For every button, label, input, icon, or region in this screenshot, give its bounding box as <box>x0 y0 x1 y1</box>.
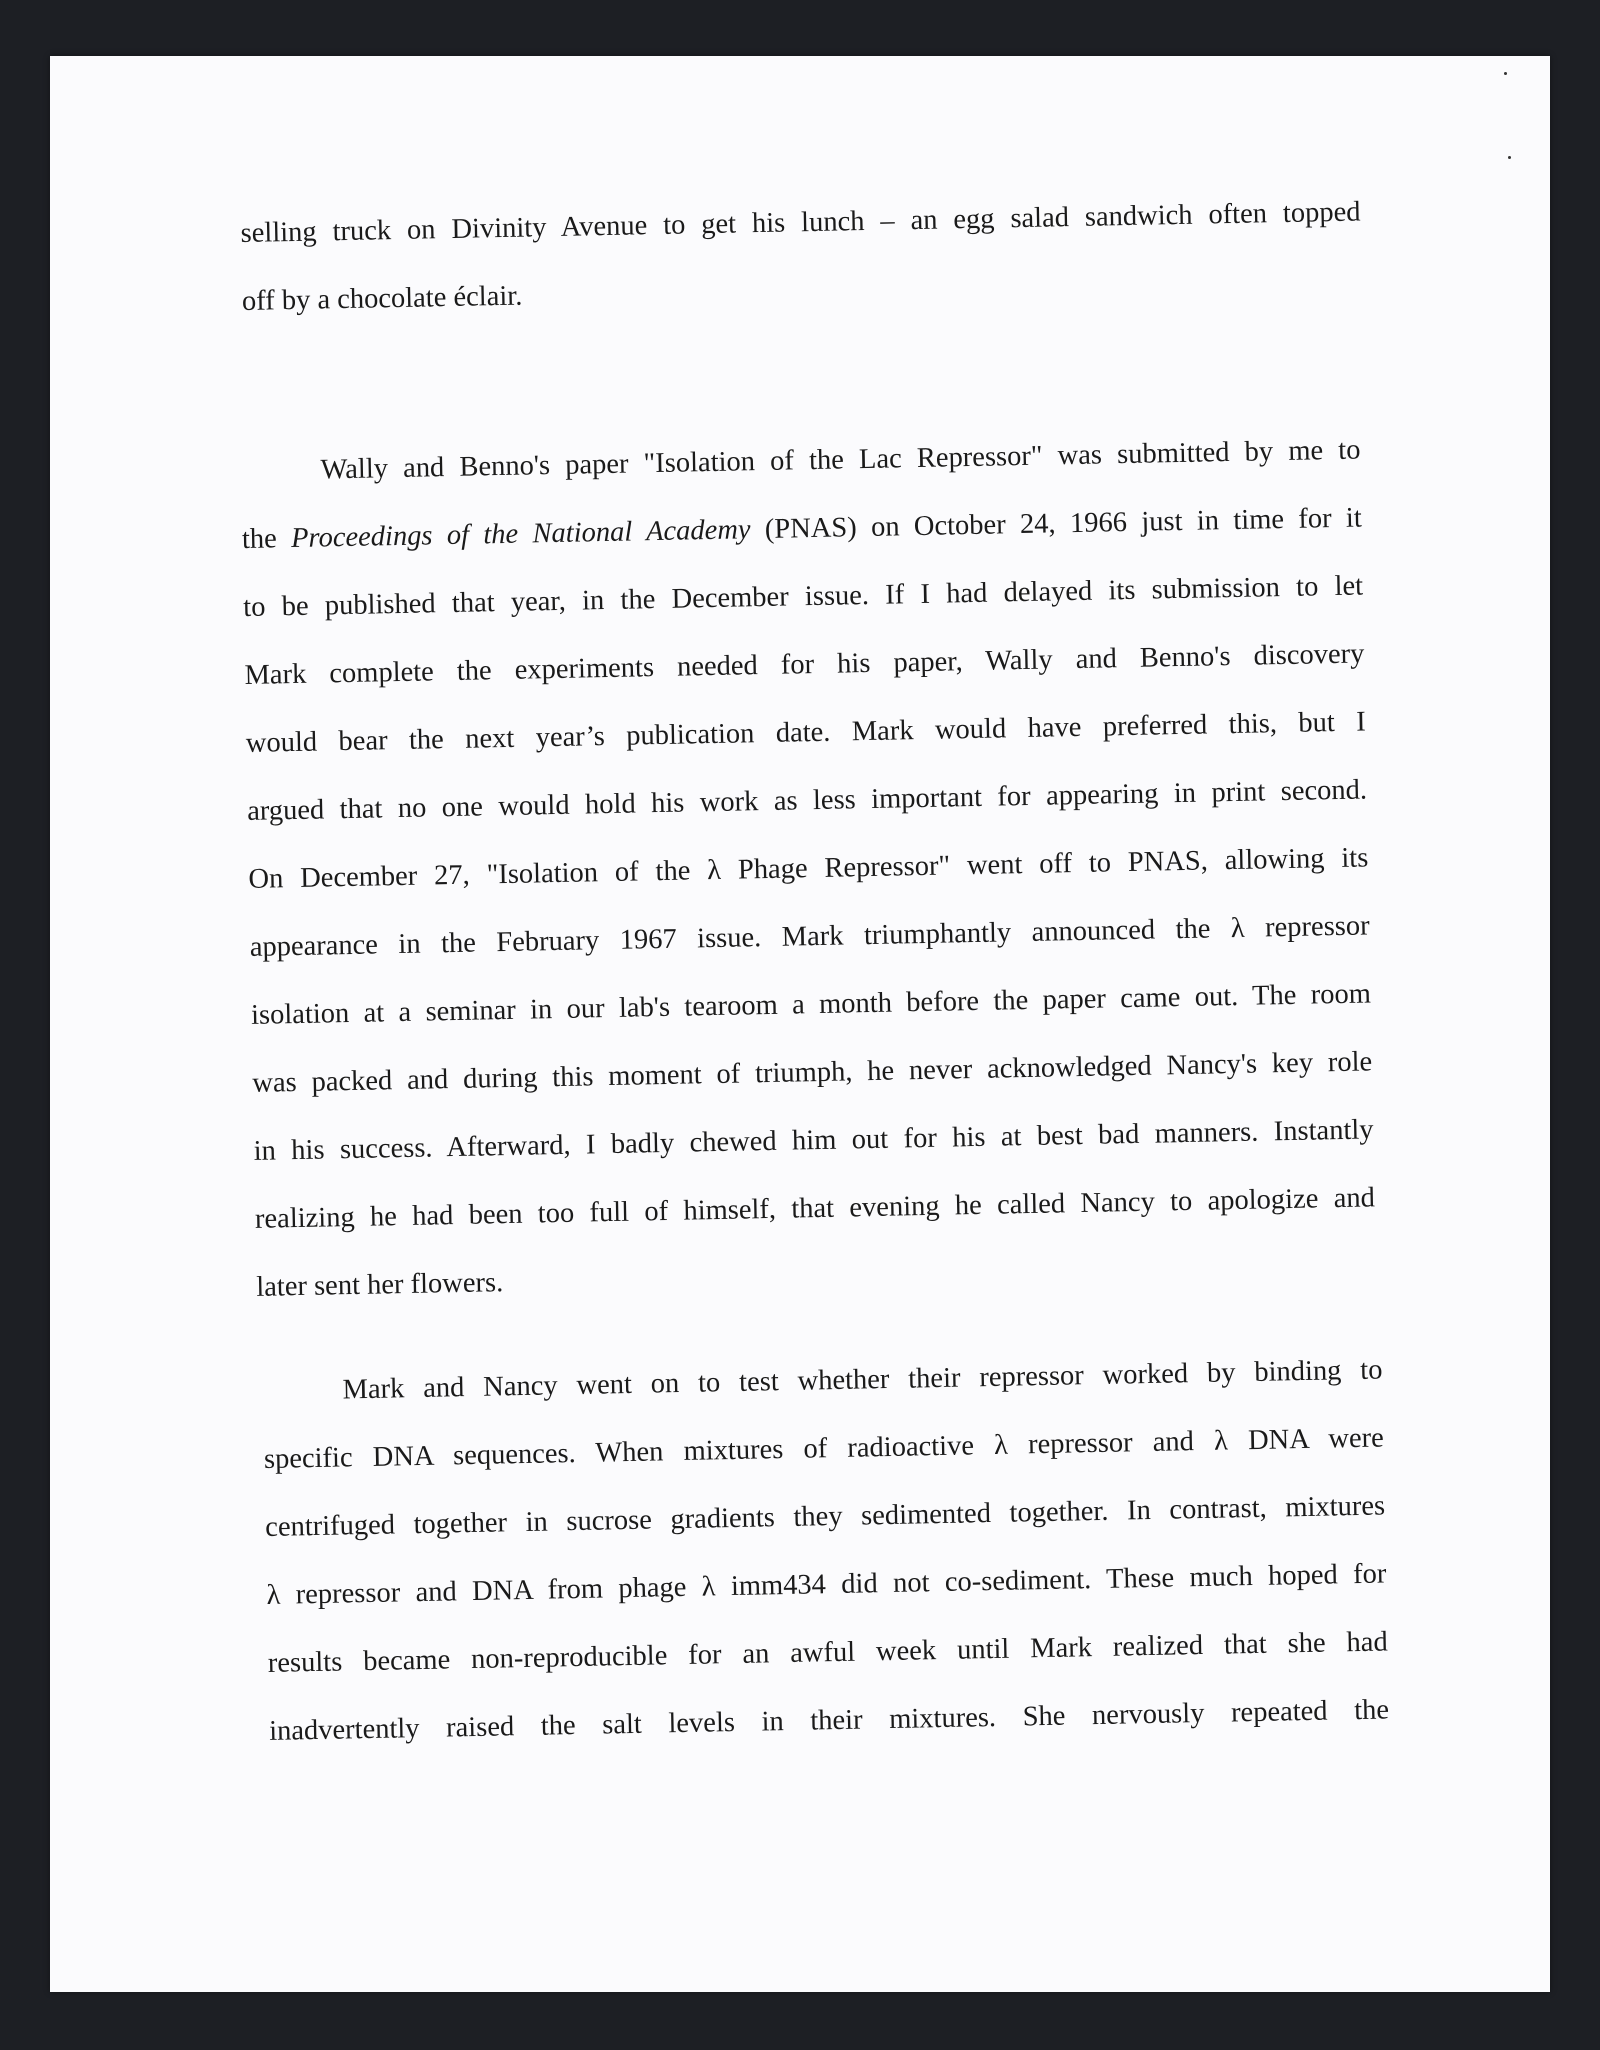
scan-speck <box>1508 156 1511 159</box>
paragraph <box>240 416 1377 1321</box>
text-line: was packed and during this moment of triumph, he never acknowledged Nancy's key role <box>252 1046 1373 1099</box>
text-line: to be published that year, in the December issue. If I had delayed its submission to let <box>242 570 1364 623</box>
text-line: realizing he had been too full of himself, that evening he called Nancy to apologize and <box>254 1182 1376 1235</box>
text-line: appearance in the February 1967 issue. Mark triumphantly announced the λ repressor <box>249 910 1370 963</box>
text-line: Mark complete the experiments needed for his paper, Wally and Benno's discovery <box>244 638 1365 691</box>
text-line: specific DNA sequences. When mixtures of radioactive λ repressor and λ DNA were <box>263 1422 1385 1475</box>
text-line: argued that no one would hold his work as less important for appearing in print second. <box>246 774 1368 827</box>
paragraph <box>262 1336 1390 1765</box>
text-line: centrifuged together in sucrose gradients they sedimented together. In contrast, mixtures <box>264 1490 1386 1543</box>
text-line: in his success. Afterward, I badly chewed him out for his at best bad manners. Instantly <box>253 1114 1374 1167</box>
text-line: off by a chocolate éclair. <box>241 280 523 317</box>
document-page <box>50 56 1550 1992</box>
text-segment: the <box>241 523 292 555</box>
scan-speck <box>1504 72 1507 75</box>
text-line: inadvertently raised the salt levels in their mixtures. She nervously repeated the <box>268 1694 1390 1747</box>
text-line: results became non-reproducible for an awful week until Mark realized that she had <box>267 1626 1388 1679</box>
text-line: Mark and Nancy went on to test whether their repressor worked by binding to <box>342 1354 1383 1406</box>
journal-title: Proceedings of the National Academy <box>290 514 751 555</box>
text-segment: (PNAS) on October 24, 1966 just in time for it <box>750 502 1363 546</box>
text-line: would bear the next year’s publication date. Mark would have preferred this, but I <box>245 706 1366 759</box>
text-line: On December 27, "Isolation of the λ Phage Repressor" went off to PNAS, allowing its <box>248 842 1369 895</box>
text-line: selling truck on Divinity Avenue to get his lunch – an egg salad sandwich often topped <box>240 196 1361 249</box>
text-line: isolation at a seminar in our lab's tearoom a month before the paper came out. The room <box>250 978 1372 1031</box>
text-line: Wally and Benno's paper "Isolation of the Lac Repressor" was submitted by me to <box>320 434 1361 486</box>
text-line: later sent her flowers. <box>256 1267 504 1303</box>
text-line: λ repressor and DNA from phage λ imm434 did not co-sediment. These much hoped for <box>266 1558 1387 1611</box>
paragraph-continued <box>240 178 1362 335</box>
